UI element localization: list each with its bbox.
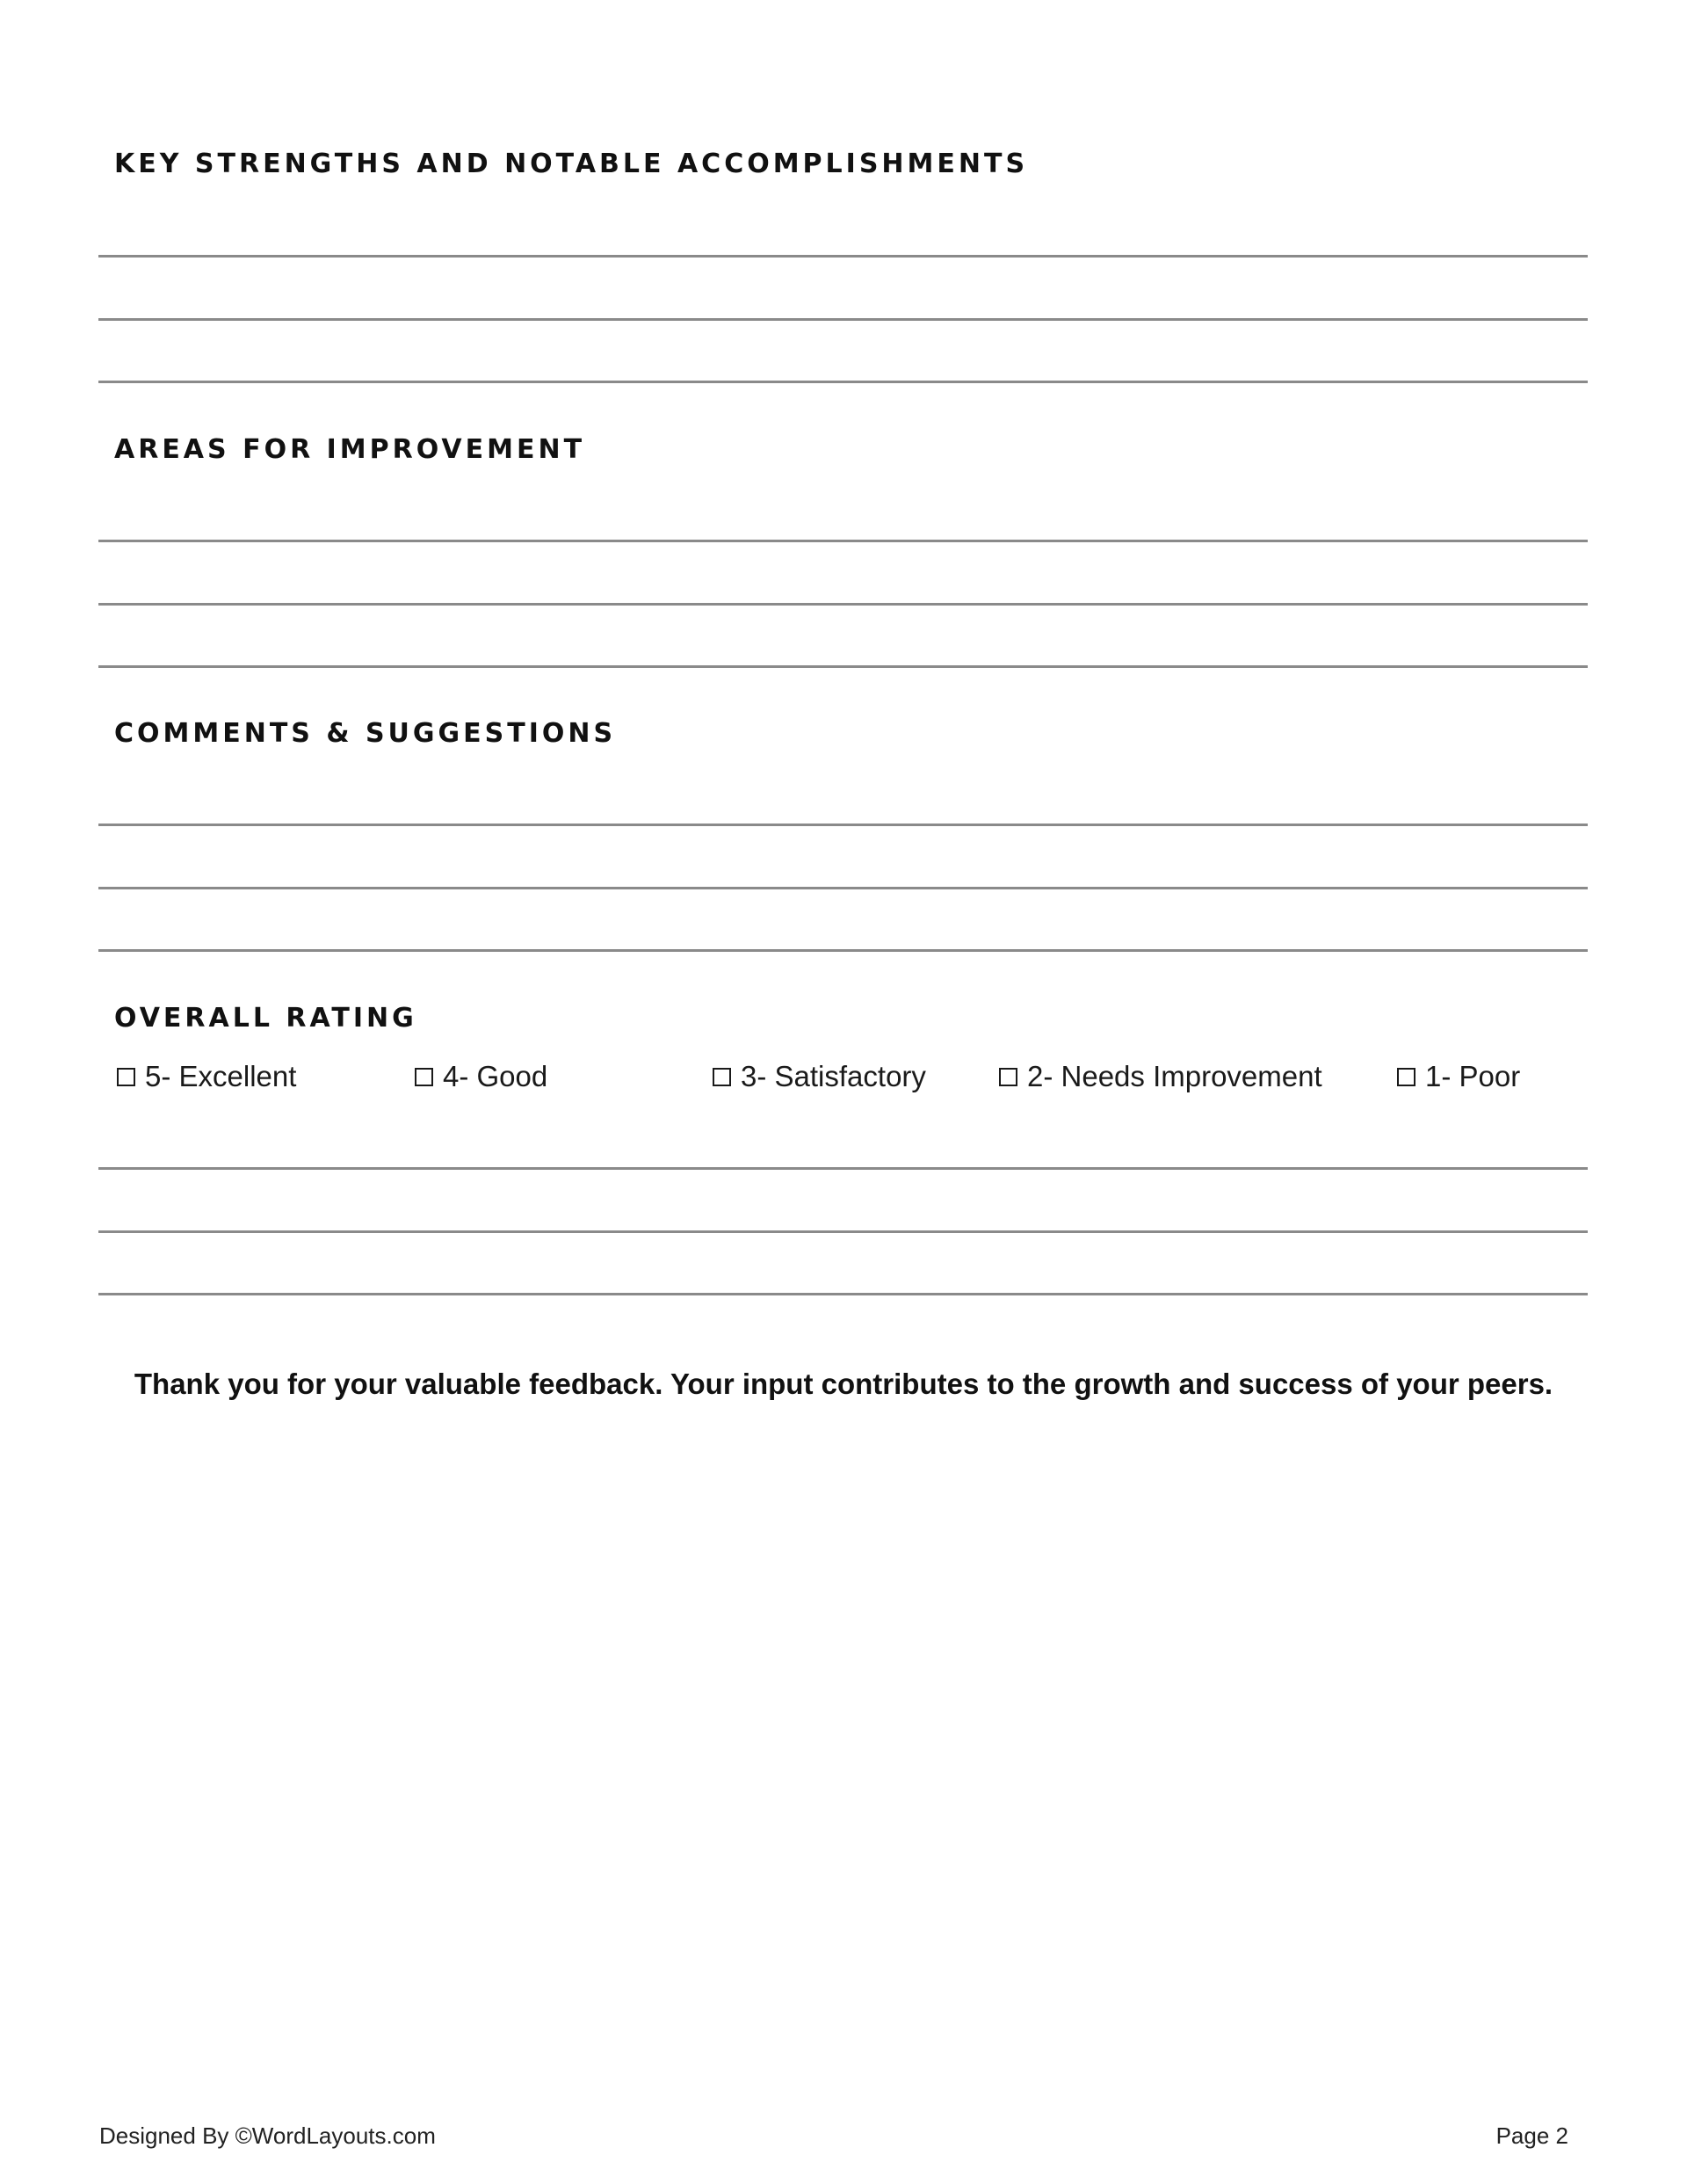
rating-option-label: 2- Needs Improvement: [1027, 1060, 1322, 1092]
rating-option-excellent[interactable]: [117, 1060, 296, 1093]
improvement-line-1[interactable]: [98, 540, 1588, 542]
rating-line-3[interactable]: [98, 1293, 1588, 1295]
closing-message: Thank you for your valuable feedback. Your input contributes to the growth and success of your peers.: [134, 1368, 1553, 1400]
improvement-heading: AREAS FOR IMPROVEMENT: [114, 434, 586, 465]
rating-option-satisfactory[interactable]: [713, 1060, 926, 1093]
rating-options: [0, 1060, 1687, 1102]
footer-credit: Designed By ©WordLayouts.com: [99, 2122, 436, 2149]
rating-option-label: 1- Poor: [1425, 1060, 1521, 1092]
rating-line-2[interactable]: [98, 1230, 1588, 1233]
rating-option-label: 3- Satisfactory: [741, 1060, 926, 1092]
comments-line-1[interactable]: [98, 824, 1588, 826]
rating-option-good[interactable]: [415, 1060, 547, 1093]
page-number: Page 2: [1495, 2122, 1568, 2149]
strengths-line-1[interactable]: [98, 255, 1588, 258]
improvement-line-2[interactable]: [98, 603, 1588, 606]
strengths-heading: KEY STRENGTHS AND NOTABLE ACCOMPLISHMENTS: [114, 149, 1029, 179]
rating-option-needs-improvement[interactable]: [999, 1060, 1322, 1093]
comments-heading: COMMENTS & SUGGESTIONS: [114, 718, 617, 749]
rating-option-poor[interactable]: [1397, 1060, 1520, 1093]
comments-line-3[interactable]: [98, 949, 1588, 952]
checkbox-icon[interactable]: [1397, 1068, 1415, 1086]
rating-option-label: 4- Good: [443, 1060, 548, 1092]
rating-heading: OVERALL RATING: [114, 1003, 417, 1034]
strengths-line-2[interactable]: [98, 318, 1588, 321]
rating-line-1[interactable]: [98, 1167, 1588, 1170]
strengths-line-3[interactable]: [98, 381, 1588, 383]
comments-line-2[interactable]: [98, 887, 1588, 889]
checkbox-icon[interactable]: [415, 1068, 433, 1086]
improvement-line-3[interactable]: [98, 665, 1588, 668]
rating-option-label: 5- Excellent: [145, 1060, 297, 1092]
checkbox-icon[interactable]: [999, 1068, 1017, 1086]
checkbox-icon[interactable]: [713, 1068, 731, 1086]
checkbox-icon[interactable]: [117, 1068, 135, 1086]
